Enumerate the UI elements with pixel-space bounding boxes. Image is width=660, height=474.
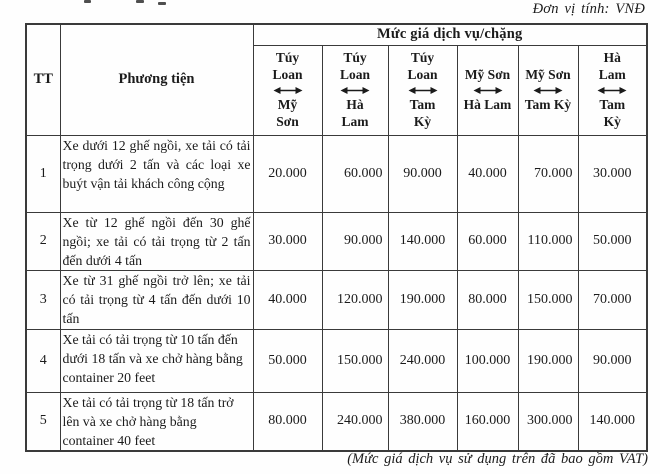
- route-endpoint-label: Sơn: [276, 113, 299, 129]
- price-value: 90.000: [388, 135, 457, 212]
- route-header-4: [457, 45, 518, 135]
- price-value: 120.000: [322, 270, 388, 329]
- table-row: [26, 392, 647, 451]
- route-endpoint-label: Túy: [410, 50, 435, 65]
- price-value: 150.000: [322, 329, 388, 392]
- price-value: 240.000: [322, 392, 388, 451]
- price-value: 50.000: [578, 212, 647, 270]
- price-value: 30.000: [253, 212, 322, 270]
- left-right-arrow-icon: [579, 83, 647, 97]
- route-endpoint-label: Tam Kỳ: [524, 97, 572, 112]
- row-index: 3: [26, 270, 60, 329]
- route-header-5: [518, 45, 578, 135]
- left-right-arrow-icon: [323, 83, 388, 97]
- cropped-text-remnant: [158, 2, 166, 5]
- price-value: 190.000: [388, 270, 457, 329]
- table-row: [26, 212, 647, 270]
- column-header-vehicle: Phương tiện: [60, 24, 253, 135]
- route-endpoint-label: Mỹ: [277, 97, 298, 112]
- route-endpoint-label: Hà: [346, 97, 364, 112]
- route-endpoint-label: Túy: [343, 50, 367, 65]
- row-index: 1: [26, 135, 60, 212]
- route-endpoint-label: Kỳ: [413, 113, 432, 129]
- price-value: 70.000: [518, 135, 578, 212]
- price-value: 50.000: [253, 329, 322, 392]
- column-header-tt: TT: [26, 24, 60, 135]
- column-header-price-group: Mức giá dịch vụ/chặng: [253, 24, 647, 45]
- row-index: 4: [26, 329, 60, 392]
- route-endpoint-label: Loan: [272, 66, 303, 82]
- route-endpoint-label: Mỹ Sơn: [525, 66, 571, 82]
- vehicle-description: Xe dưới 12 ghế ngồi, xe tải có tải trọng dưới 2 tấn và các loại xe buýt vận tải khách công cộng: [60, 135, 253, 212]
- price-value: 140.000: [578, 392, 647, 451]
- left-right-arrow-icon: [389, 83, 457, 97]
- route-header-6: [578, 45, 647, 135]
- route-header-1: [253, 45, 322, 135]
- left-right-arrow-icon: [458, 83, 518, 97]
- route-endpoint-label: Tam: [409, 97, 436, 112]
- price-value: 80.000: [253, 392, 322, 451]
- row-index: 2: [26, 212, 60, 270]
- route-endpoint-label: Kỳ: [603, 113, 621, 129]
- table-row: [26, 270, 647, 329]
- price-value: 160.000: [457, 392, 518, 451]
- price-table-body: [26, 135, 647, 451]
- price-value: 80.000: [457, 270, 518, 329]
- price-value: 30.000: [578, 135, 647, 212]
- price-value: 100.000: [457, 329, 518, 392]
- price-value: 240.000: [388, 329, 457, 392]
- route-endpoint-label: Hà: [603, 50, 621, 65]
- route-endpoint-label: Tam: [599, 97, 626, 112]
- route-endpoint-label: Hà Lam: [463, 97, 512, 112]
- price-value: 150.000: [518, 270, 578, 329]
- vehicle-description: Xe từ 31 ghế ngồi trở lên; xe tải có tải trọng từ 4 tấn đến dưới 10 tấn: [60, 270, 253, 329]
- route-endpoint-label: Lam: [341, 113, 369, 129]
- cropped-text-remnant: [84, 0, 91, 3]
- price-value: 190.000: [518, 329, 578, 392]
- price-value: 40.000: [457, 135, 518, 212]
- vehicle-description: Xe từ 12 ghế ngồi đến 30 ghế ngồi; xe tải có tải trọng từ 2 tấn đến dưới 4 tấn: [60, 212, 253, 270]
- route-endpoint-label: Loan: [339, 66, 370, 82]
- left-right-arrow-icon: [519, 83, 578, 97]
- table-row: [26, 135, 647, 212]
- left-right-arrow-icon: [254, 83, 322, 97]
- route-header-3: [388, 45, 457, 135]
- price-value: 140.000: [388, 212, 457, 270]
- route-endpoint-label: Mỹ Sơn: [464, 66, 511, 82]
- table-row: [26, 329, 647, 392]
- price-value: 60.000: [322, 135, 388, 212]
- price-value: 60.000: [457, 212, 518, 270]
- unit-note: Đơn vị tính: VNĐ: [532, 1, 645, 17]
- route-header-2: [322, 45, 388, 135]
- price-value: 90.000: [322, 212, 388, 270]
- group-header-row: [26, 24, 647, 45]
- route-endpoint-label: Túy: [275, 50, 300, 65]
- vehicle-description: Xe tải có tải trọng từ 10 tấn đến dưới 18 tấn và xe chở hàng bằng container 20 feet: [60, 329, 253, 392]
- price-value: 300.000: [518, 392, 578, 451]
- route-endpoint-label: Loan: [407, 66, 438, 82]
- price-value: 90.000: [578, 329, 647, 392]
- price-value: 20.000: [253, 135, 322, 212]
- row-index: 5: [26, 392, 60, 451]
- price-value: 110.000: [518, 212, 578, 270]
- vehicle-description: Xe tải có tải trọng từ 18 tấn trở lên và xe chở hàng bằng container 40 feet: [60, 392, 253, 451]
- footer-note: (Mức giá dịch vụ sử dụng trên đã bao gồm VAT): [347, 451, 648, 467]
- price-table: [25, 23, 648, 452]
- price-value: 380.000: [388, 392, 457, 451]
- price-value: 40.000: [253, 270, 322, 329]
- price-value: 70.000: [578, 270, 647, 329]
- route-endpoint-label: Lam: [598, 66, 626, 82]
- cropped-text-remnant: [136, 0, 144, 3]
